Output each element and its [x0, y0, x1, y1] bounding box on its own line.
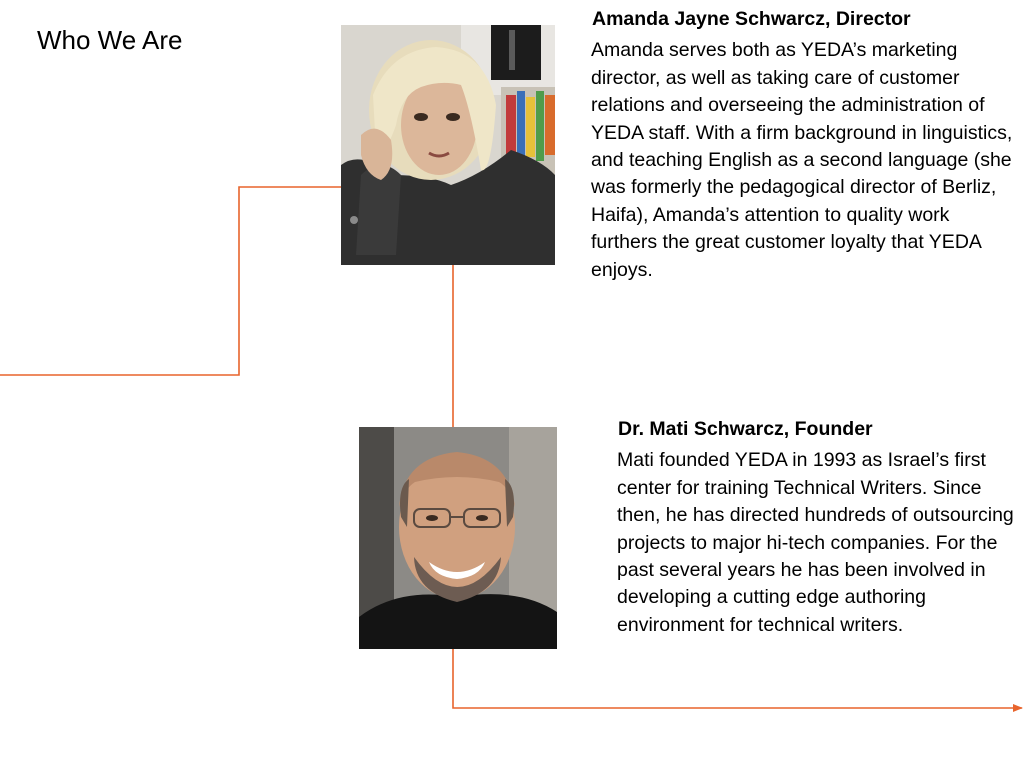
person-bio: Mati founded YEDA in 1993 as Israel’s first center for training Technical Writers. Since then, he has directed hundreds of outsourcing projects to major hi-tech companies. For the past several years he has been involved in developing a cutting edge authoring environment for technical writers.: [617, 449, 1014, 636]
person-name: Amanda Jayne Schwarcz, Director: [592, 8, 911, 30]
bio-mati: [617, 416, 1017, 639]
amanda-photo: [341, 25, 555, 265]
connector-arrow: [453, 649, 1022, 708]
mati-photo: [359, 427, 557, 649]
slide-title: Who We Are: [37, 25, 183, 55]
connector-line-left: [0, 187, 341, 375]
person-bio: Amanda serves both as YEDA’s marketing director, as well as taking care of customer relations and overseeing the administration of YEDA staff. With a firm background in linguistics, and teaching English as a second language (she was formerly the pedagogical director of Berliz, Haifa), Amanda’s attention to quality work furthers the great customer loyalty that YEDA enjoys.: [591, 39, 1013, 281]
person-name: Dr. Mati Schwarcz, Founder: [618, 418, 873, 440]
bio-amanda: [591, 6, 1016, 284]
